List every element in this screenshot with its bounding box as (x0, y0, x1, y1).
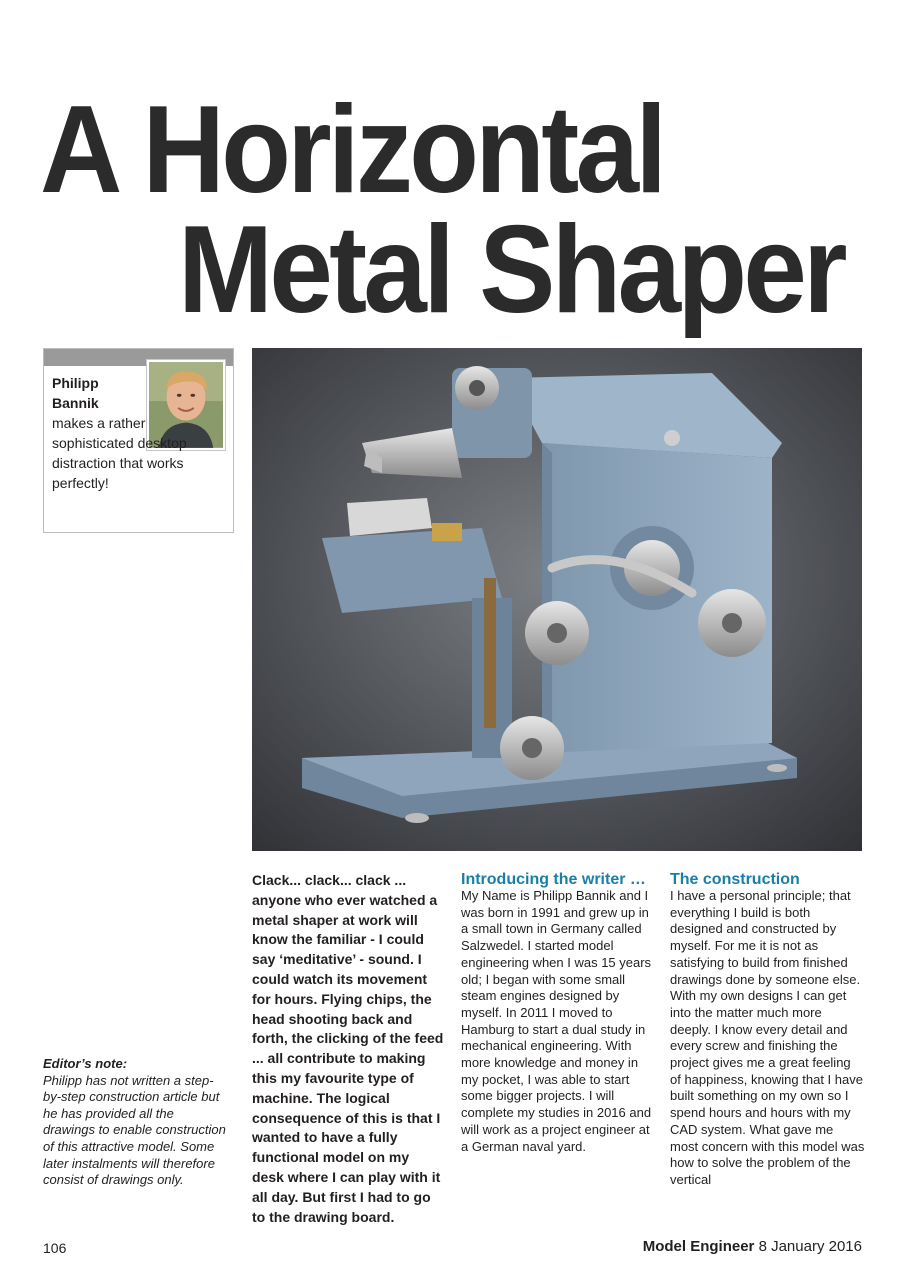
column-introducing-writer (461, 871, 656, 1155)
editor-note-text: Philipp has not written a step-by-step construction article but he has provided all the drawings to enable construction of this attractive model. Some later instalments will therefore consist of drawings only. (43, 1072, 226, 1188)
author-blurb: makes a rather sophisticated desktop distraction that works perfectly! (52, 415, 187, 491)
editor-note-heading: Editor’s note: (43, 1056, 128, 1071)
author-box (43, 348, 234, 533)
author-intro (52, 373, 228, 493)
magazine-issue-footer (643, 1238, 862, 1255)
section-body-construction: I have a personal principle; that everything I build is both designed and constructed by myself. For me it is not as satisfying to build from finished drawings done by someone else. With my own designs I can get into the matter much more deeply. I know every detail and every screw and finishing the project gives me a great feeling of happiness, knowing that I have built something on my own so I spend hours and hours with my CAD system. What gave me most concern with this model was how to solve the problem of the vertical (670, 888, 865, 1187)
author-first-name: Philipp (52, 375, 99, 391)
page-number: 106 (43, 1240, 67, 1256)
issue-date: 8 January 2016 (758, 1238, 862, 1255)
hero-photo (252, 348, 862, 851)
author-last-name: Bannik (52, 395, 99, 411)
section-body-introducing: My Name is Philipp Bannik and I was born in 1991 and grew up in a small town in Germany called Salzwedel. I started model engineering when I was 15 years old; I began with some small steam engines designed by myself. In 2011 I moved to Hamburg to start a dual study in mechanical engineering. With more knowledge and money in my pocket, I was able to start some bigger projects. I will complete my studies in 2016 and will work as a project engineer at a German naval yard. (461, 888, 652, 1154)
article-title-line-2: Metal Shaper (178, 201, 844, 339)
section-heading-construction: The construction (670, 871, 800, 888)
magazine-name: Model Engineer (642, 1238, 755, 1255)
lead-paragraph: Clack... clack... clack ... anyone who ever watched a metal shaper at work will know the familiar - I could say ‘meditative’ - sound. I could watch its movement for hours. Flying chips, the head shooting back and forth, the clicking of the feed ... all contribute to making this my favourite type of machine. The logical consequence of this is that I wanted to have a fully functional model on my desk where I can play with it all day. But first I had to go to the drawing board. (252, 872, 444, 1225)
article-title-line-1: A Horizontal (40, 81, 664, 219)
column-construction (670, 871, 865, 1189)
editor-note (43, 1056, 228, 1189)
section-heading-introducing: Introducing the writer … (461, 871, 646, 888)
metal-shaper-photo (252, 348, 862, 851)
